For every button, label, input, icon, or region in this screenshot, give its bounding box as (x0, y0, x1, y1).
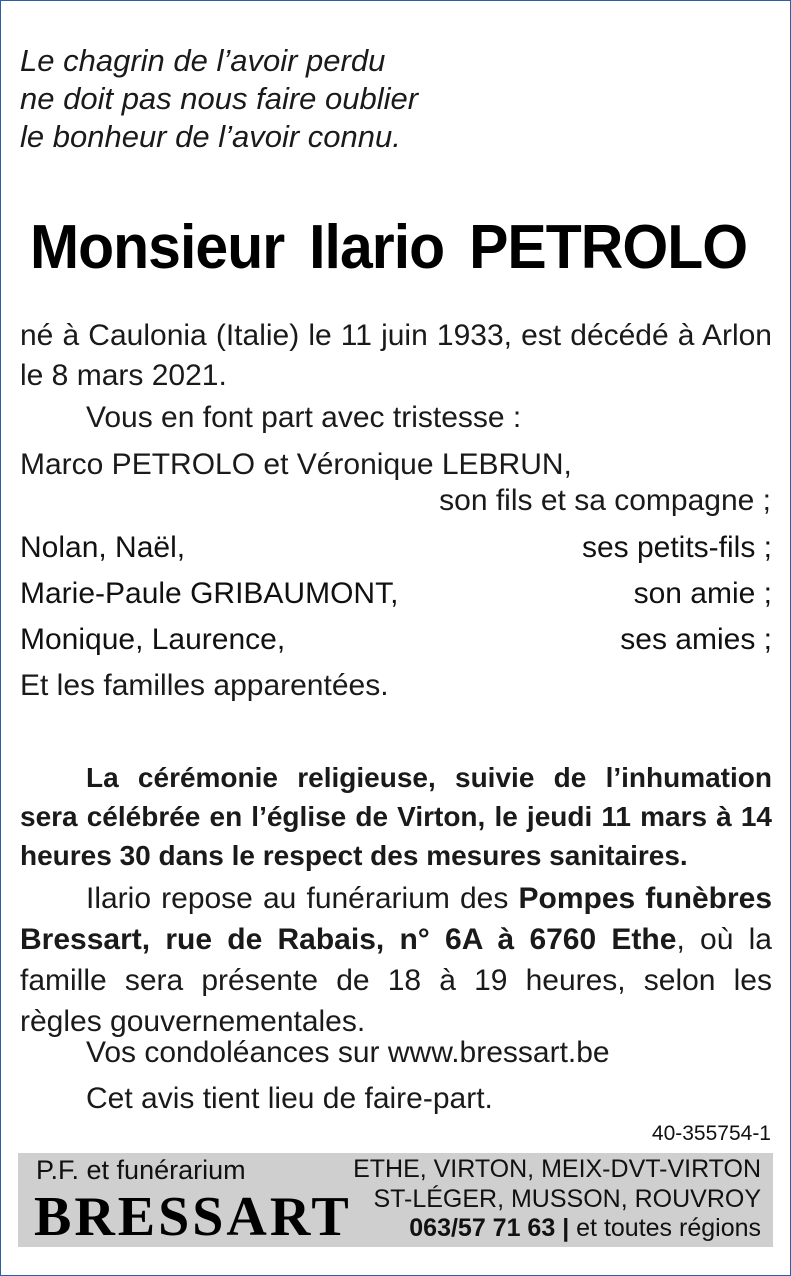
family-row (20, 528, 772, 568)
birth-death-text: né à Caulonia (Italie) le 11 juin 1933, est décédé à Arlon le 8 mars 2021. (20, 319, 772, 392)
announce-intro: Vous en font part avec tristesse : (86, 401, 522, 434)
reference-number: 40-355754-1 (651, 1122, 771, 1145)
funeral-home-address: Pompes funèbres Bressart, rue de Rabais, n° 6A à 6760 Ethe (20, 882, 773, 956)
footer-locations-line-1: ETHE, VIRTON, MEIX-DVT-VIRTON (353, 1155, 761, 1183)
phone-number: 063/57 71 63 (409, 1214, 556, 1242)
family-marco-names: Marco PETROLO et Véronique LEBRUN, (20, 448, 572, 481)
family-row-names: Marie-Paule GRIBAUMONT, (20, 577, 399, 610)
pf-label: P.F. et funérarium (36, 1155, 246, 1185)
repose-suffix: , où la famille sera présente de 18 à 19 heures, selon les règles gouvernementales. (20, 923, 772, 1038)
faire-part-text: Cet avis tient lieu de faire-part. (86, 1082, 493, 1115)
footer-locations-line-2: ST-LÉGER, MUSSON, ROUVROY (373, 1185, 761, 1213)
repose-paragraph (20, 878, 772, 1042)
family-row-relation: ses petits-fils ; (581, 531, 772, 564)
separator: | (562, 1214, 570, 1242)
quote-line-1: Le chagrin de l’avoir perdu (20, 43, 386, 78)
family-row (20, 574, 772, 614)
condolences-text: Vos condoléances sur www.bressart.be (86, 1036, 610, 1069)
family-row-names: Nolan, Naël, (20, 531, 186, 564)
family-closing: Et les familles apparentées. (20, 669, 389, 702)
regions-text: et toutes régions (576, 1214, 761, 1242)
family-marco-relation: son fils et sa compagne ; (439, 484, 771, 517)
quote-line-3: le bonheur de l’avoir connu. (20, 119, 401, 154)
footer-contact-line (409, 1214, 761, 1243)
deceased-name: Monsieur Ilario PETROLO (30, 213, 748, 282)
ceremony-text: La cérémonie religieuse, suivie de l’inhumation sera célébrée en l’église de Virton, le jeudi 11 mars à 14 heures 30 dans le respect des mesures sanitaires. (20, 762, 772, 871)
quote-line-2: ne doit pas nous faire oublier (20, 81, 419, 116)
repose-prefix: Ilario repose au funérarium des (86, 882, 519, 915)
family-row-relation: son amie ; (633, 577, 772, 610)
bressart-logo: BRESSART (34, 1186, 352, 1248)
family-row-names: Monique, Laurence, (20, 623, 286, 656)
funeral-home-banner (18, 1153, 773, 1247)
family-row-relation: ses amies ; (620, 623, 772, 656)
family-row (20, 620, 772, 660)
